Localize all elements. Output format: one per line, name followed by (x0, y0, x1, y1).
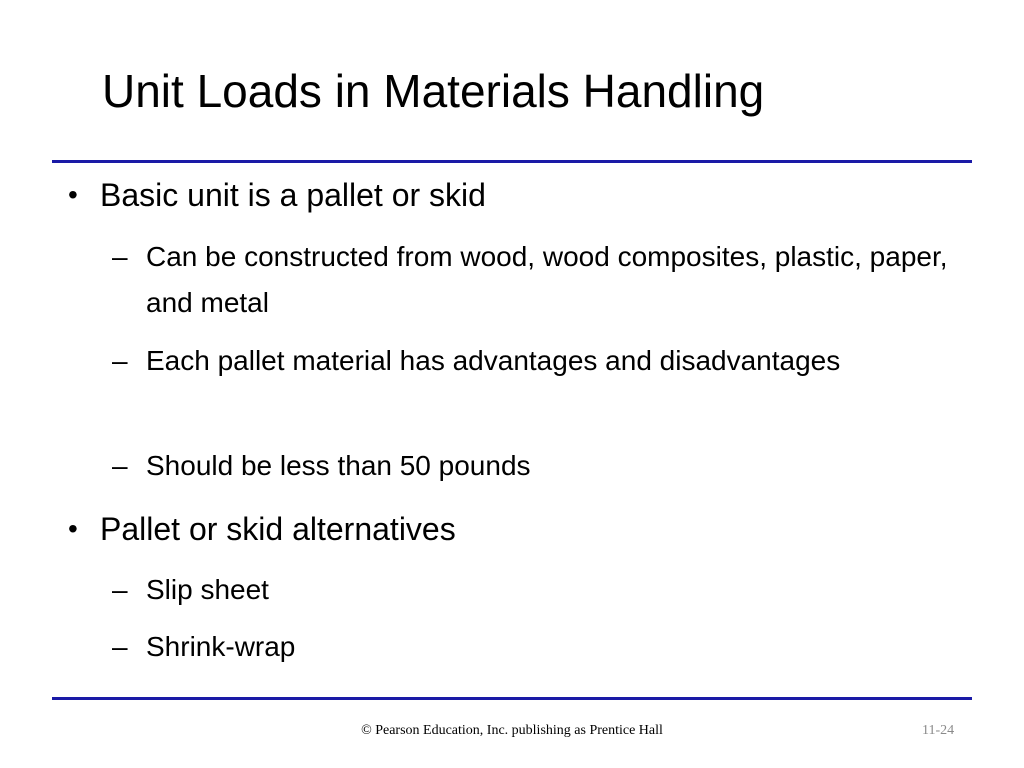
sub-bullet-item: Should be less than 50 pounds (146, 450, 531, 481)
dash-glyph: – (112, 345, 128, 376)
copyright-footer: © Pearson Education, Inc. publishing as Prentice Hall (361, 723, 663, 738)
dash-glyph: – (112, 450, 128, 481)
dash-glyph: – (112, 574, 128, 605)
bullet-item: Pallet or skid alternatives (100, 511, 456, 547)
sub-bullet-item: Can be constructed from wood, wood composites, plastic, paper, and metal (146, 241, 948, 318)
dash-glyph: – (112, 631, 128, 662)
sub-bullet-item: Each pallet material has advantages and disadvantages (146, 345, 841, 376)
top-divider (52, 160, 972, 163)
sub-bullet-item: Shrink-wrap (146, 631, 296, 662)
dash-glyph: – (112, 241, 128, 272)
bullet-item: Basic unit is a pallet or skid (100, 177, 486, 213)
slide-title: Unit Loads in Materials Handling (102, 65, 765, 117)
bullet-glyph: • (68, 513, 78, 544)
page-number: 11-24 (922, 723, 955, 738)
bottom-divider (52, 697, 972, 700)
bullet-glyph: • (68, 179, 78, 210)
sub-bullet-item: Slip sheet (146, 574, 269, 605)
